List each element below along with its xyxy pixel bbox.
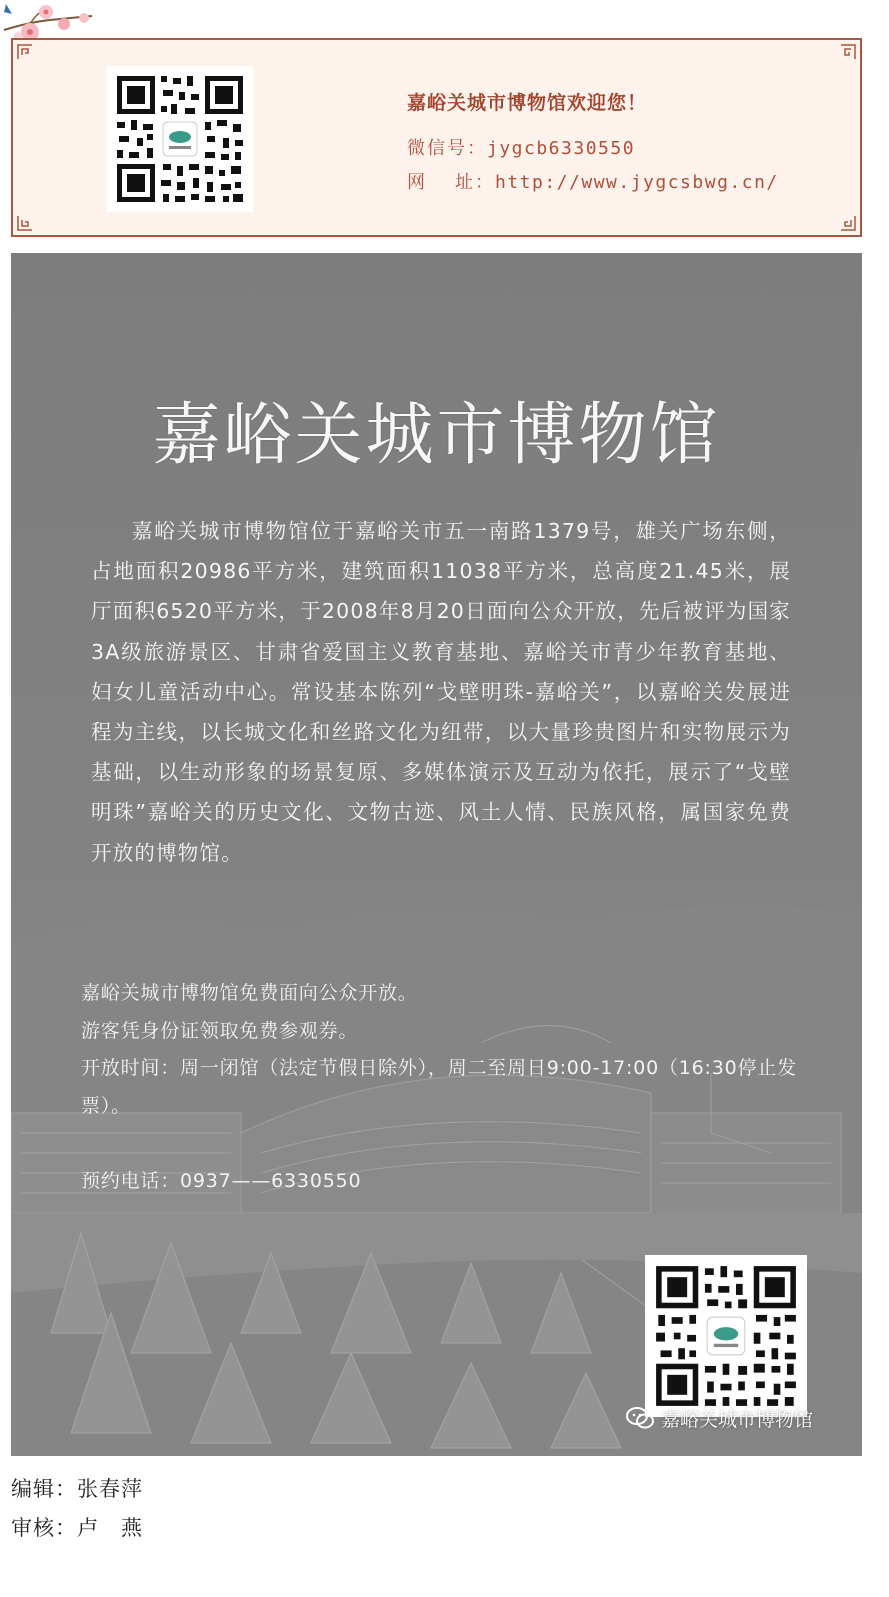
- qr-code-icon[interactable]: [107, 66, 253, 212]
- museum-poster: [11, 253, 862, 1456]
- opening-notice: [81, 975, 821, 1200]
- wechat-id[interactable]: jygcb6330550: [487, 138, 636, 159]
- wechat-label: 微信号：: [407, 138, 487, 159]
- poster-title: 嘉峪关城市博物馆: [152, 396, 721, 475]
- reviewer-credit: 审核：卢 燕: [11, 1516, 143, 1540]
- corner-ornament-icon: [840, 215, 856, 231]
- website-line: [407, 168, 779, 194]
- qr-code-icon[interactable]: [645, 1255, 807, 1417]
- website-link[interactable]: http://www.jygcsbwg.cn/: [495, 172, 779, 193]
- wechat-id-line: [407, 134, 635, 160]
- notice-free-admission: 嘉峪关城市博物馆免费面向公众开放。: [81, 982, 418, 1004]
- editor-credit: 编辑：张春萍: [11, 1477, 143, 1501]
- corner-ornament-icon: [17, 44, 33, 60]
- museum-info-card: [11, 38, 862, 237]
- notice-opening-hours: 开放时间：周一闭馆（法定节假日除外），周二至周日9:00-17:00（16:30停止发票）。: [81, 1057, 797, 1117]
- corner-ornament-icon: [840, 44, 856, 60]
- welcome-heading: 嘉峪关城市博物馆欢迎您！: [407, 92, 648, 114]
- corner-ornament-icon: [17, 215, 33, 231]
- museum-introduction: 嘉峪关城市博物馆位于嘉峪关市五一南路1379号，雄关广场东侧，占地面积20986平方米，建筑面积11038平方米，总高度21.45米，展厅面积6520平方米，于2008年8月20日面向公众开放，先后被评为国家3A级旅游景区、甘肃省爱国主义教育基地、嘉峪关市青少年教育基地、妇女儿童活动中心。常设基本陈列“戈壁明珠-嘉峪关”，以嘉峪关发展进程为主线，以长城文化和丝路文化为纽带，以大量珍贵图片和实物展示为基础，以生动形象的场景复原、多媒体演示及互动为依托，展示了“戈壁明珠”嘉峪关的历史文化、文物古迹、风土人情、民族风格，属国家免费开放的博物馆。: [91, 519, 791, 865]
- watermark-text: 嘉峪关城市博物馆: [661, 1408, 814, 1431]
- website-label: 网 址：: [407, 172, 495, 193]
- wechat-watermark: [625, 1403, 813, 1433]
- notice-booking-phone[interactable]: 预约电话：0937——6330550: [81, 1169, 362, 1192]
- wechat-icon: [625, 1406, 655, 1430]
- notice-ticket-rule: 游客凭身份证领取免费参观券。: [81, 1019, 359, 1042]
